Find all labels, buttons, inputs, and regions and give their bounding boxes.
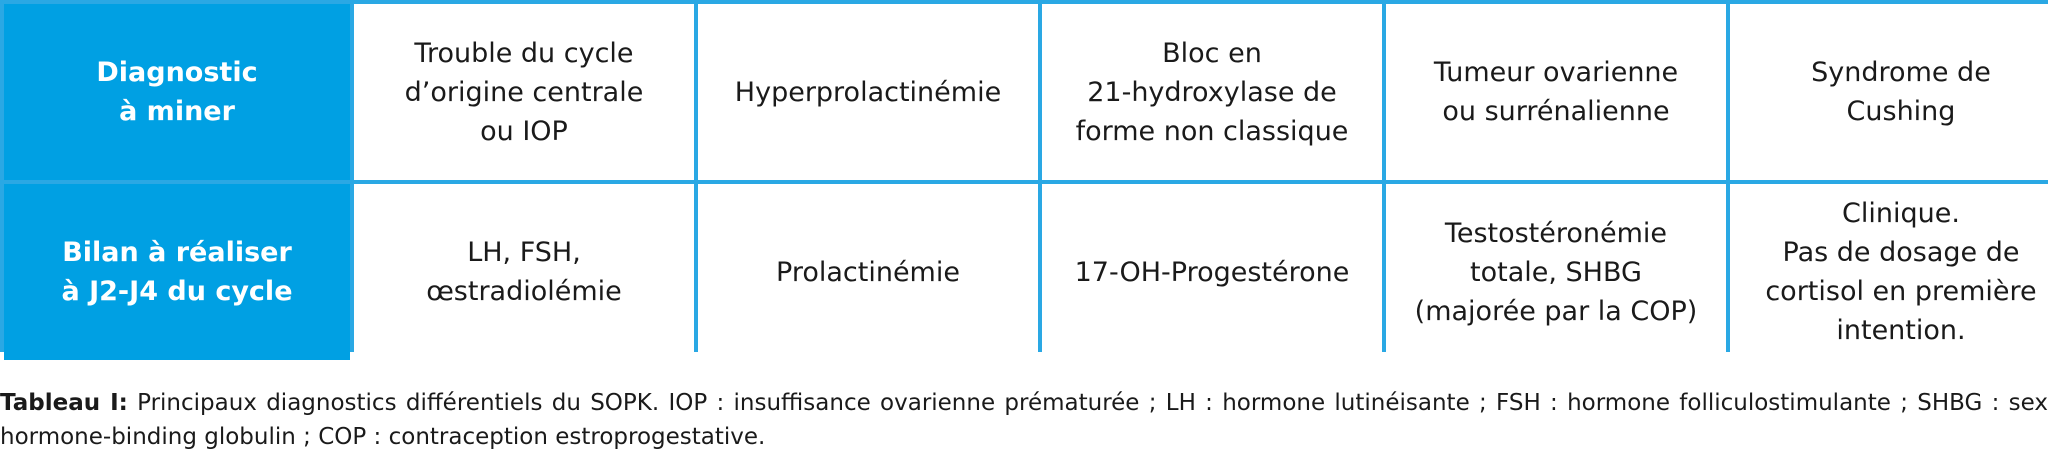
workup-text: Prolactinémie [776,256,960,288]
workup-cell [354,184,694,360]
workup-text: 17-OH-Progestérone [1074,256,1350,288]
row-header-workup-label: Bilan à réaliser à J2-J4 du cycle [61,237,293,307]
workup-cell [1042,184,1382,360]
diagnosis-text: Bloc en 21-hydroxylase de forme non classique [1075,37,1349,147]
workup-cell [1730,184,2048,360]
diagnosis-text: Trouble du cycle d’origine centrale ou IOP [404,37,644,147]
diagnosis-cell [698,4,1038,180]
table-caption [0,386,2048,454]
diagnosis-cell [354,4,694,180]
diagnosis-cell [1042,4,1382,180]
diagnosis-text: Tumeur ovarienne ou surrénalienne [1433,57,1679,127]
diagnosis-cell [1730,4,2048,180]
diagnosis-cell [1386,4,1726,180]
caption-label: Tableau I: [0,390,128,416]
row-header-diagnostic-label: Diagnostic à miner [96,57,258,127]
workup-cell [698,184,1038,360]
workup-cell [1386,184,1726,360]
row-header-diagnostic [4,4,350,180]
workup-text: Clinique. Pas de dosage de cortisol en première intention. [1765,198,2037,346]
diagnosis-text: Syndrome de Cushing [1811,57,1991,127]
diagnosis-text: Hyperprolactinémie [734,76,1002,108]
caption-text: Principaux diagnostics différentiels du SOPK. IOP : insuffisance ovarienne prématurée ; LH : hormone lutinéisante ; FSH : hormone folliculostimulante ; SHBG : sex hormone-binding globulin ; COP : contraception estroprogestative. [0,390,2048,450]
row-header-workup [4,184,350,360]
workup-text: Testostéronémie totale, SHBG (majorée par la COP) [1414,217,1698,327]
workup-text: LH, FSH, œstradiolémie [426,237,622,307]
